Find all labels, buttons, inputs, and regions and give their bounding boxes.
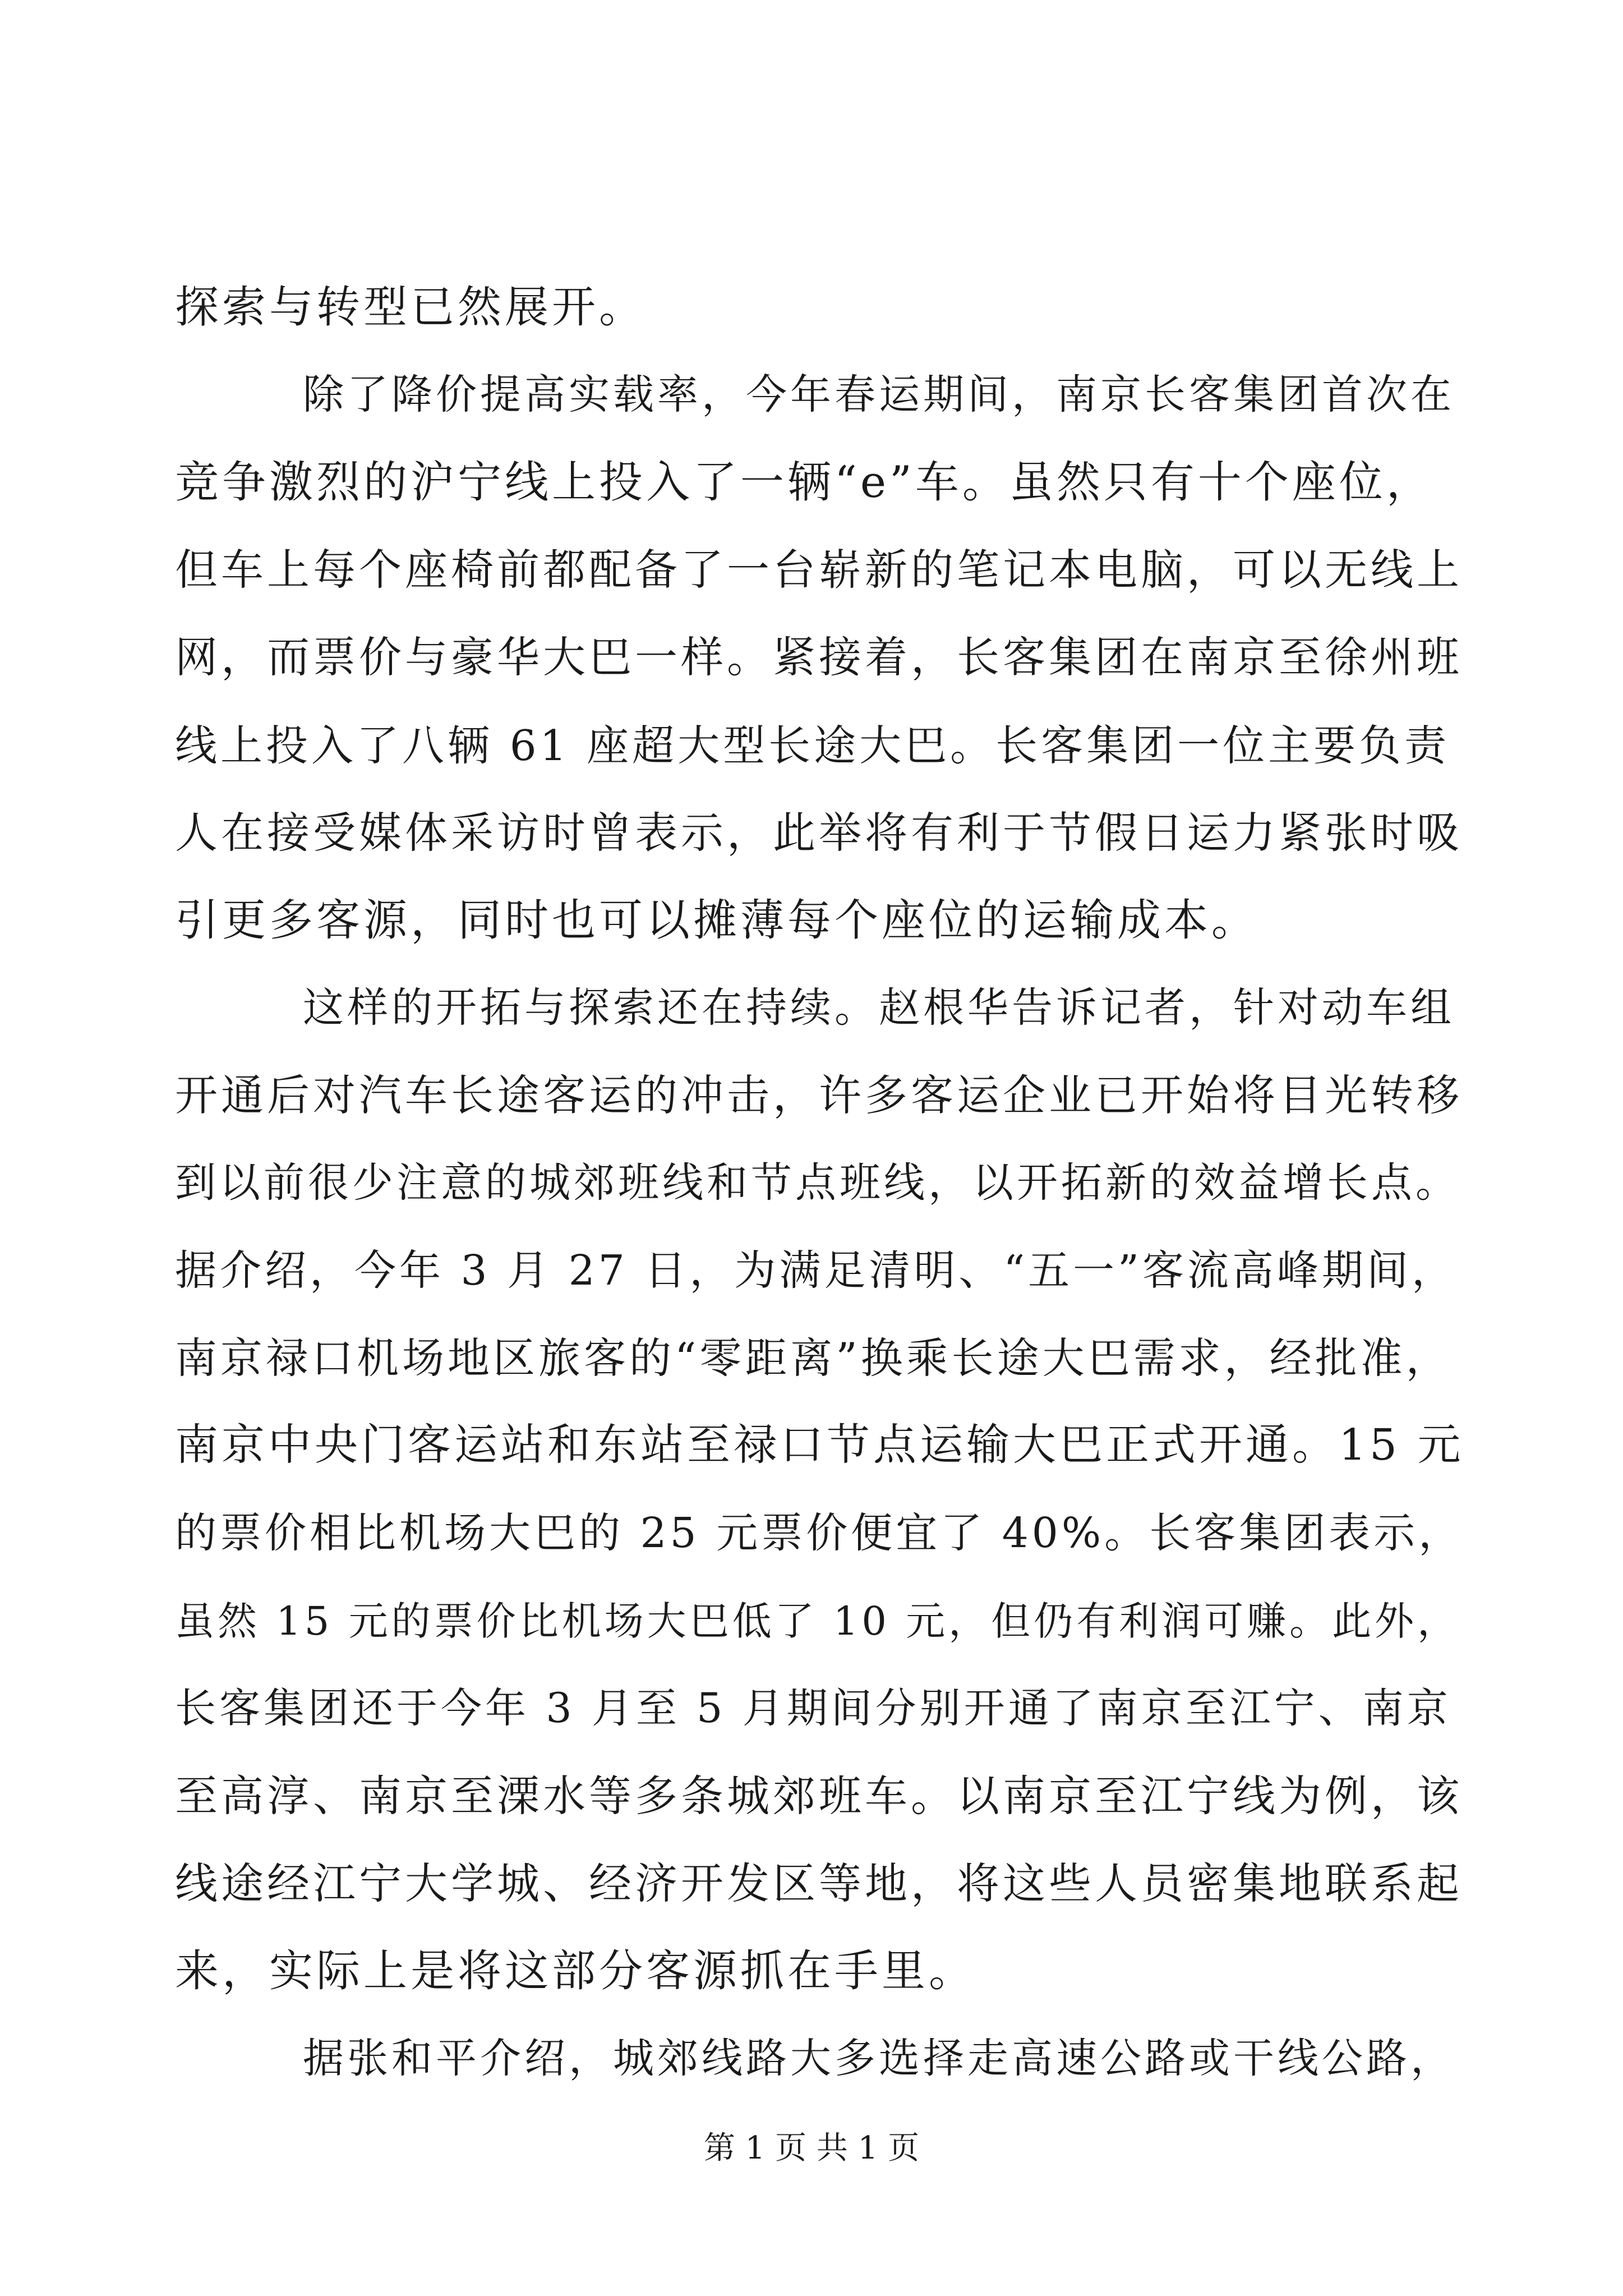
text-line: 来，实际上是将这部分客源抓在手里。 (175, 1946, 976, 1996)
text-line: 据介绍，今年 3 月 27 日，为满足清明、“五一”客流高峰期间， (175, 1246, 1456, 1295)
paragraph-first-line: 据张和平介绍，城郊线路大多选择走高速公路或干线公路， (303, 2035, 1455, 2082)
text-line: 的票价相比机场大巴的 25 元票价便宜了 40%。长客集团表示， (175, 1509, 1464, 1557)
text-line: 线途经江宁大学城、经济开发区等地，将这些人员密集地联系起 (175, 1858, 1463, 1908)
text-line: 竞争激烈的沪宁线上投入了一辆“e”车。虽然只有十个座位， (175, 457, 1433, 508)
text-line: 到以前很少注意的城郊班线和节点班线，以开拓新的效益增长点。 (175, 1159, 1460, 1207)
text-line: 但车上每个座椅前都配备了一台崭新的笔记本电脑，可以无线上 (175, 545, 1463, 595)
text-line: 南京中央门客运站和东站至禄口节点运输大巴正式开通。15 元 (175, 1420, 1464, 1470)
text-line: 引更多客源，同时也可以摊薄每个座位的运输成本。 (175, 895, 1259, 946)
page-footer: 第 1 页 共 1 页 (703, 2130, 920, 2166)
text-line: 网，而票价与豪华大巴一样。紧接着，长客集团在南京至徐州班 (175, 632, 1463, 682)
text-line: 开通后对汽车长途客运的冲击，许多客运企业已开始将目光转移 (175, 1070, 1463, 1120)
text-line: 线上投入了八辆 61 座超大型长途大巴。长客集团一位主要负责 (175, 721, 1450, 770)
text-line: 至高淳、南京至溧水等多条城郊班车。以南京至江宁线为例，该 (175, 1771, 1463, 1821)
text-line: 南京禄口机场地区旅客的“零距离”换乘长途大巴需求，经批准， (175, 1333, 1451, 1383)
text-line: 长客集团还于今年 3 月至 5 月期间分别开通了南京至江宁、南京 (175, 1685, 1451, 1732)
text-line: 人在接受媒体采访时曾表示，此举将有利于节假日运力紧张时吸 (175, 808, 1463, 858)
text-line: 虽然 15 元的票价比机场大巴低了 10 元，但仍有利润可赚。此外， (175, 1598, 1460, 1644)
paragraph-first-line: 除了降价提高实载率，今年春运期间，南京长客集团首次在 (303, 371, 1455, 418)
text-line: 探索与转型已然展开。 (175, 282, 647, 333)
paragraph-first-line: 这样的开拓与探索还在持续。赵根华告诉记者，针对动车组 (303, 984, 1455, 1032)
